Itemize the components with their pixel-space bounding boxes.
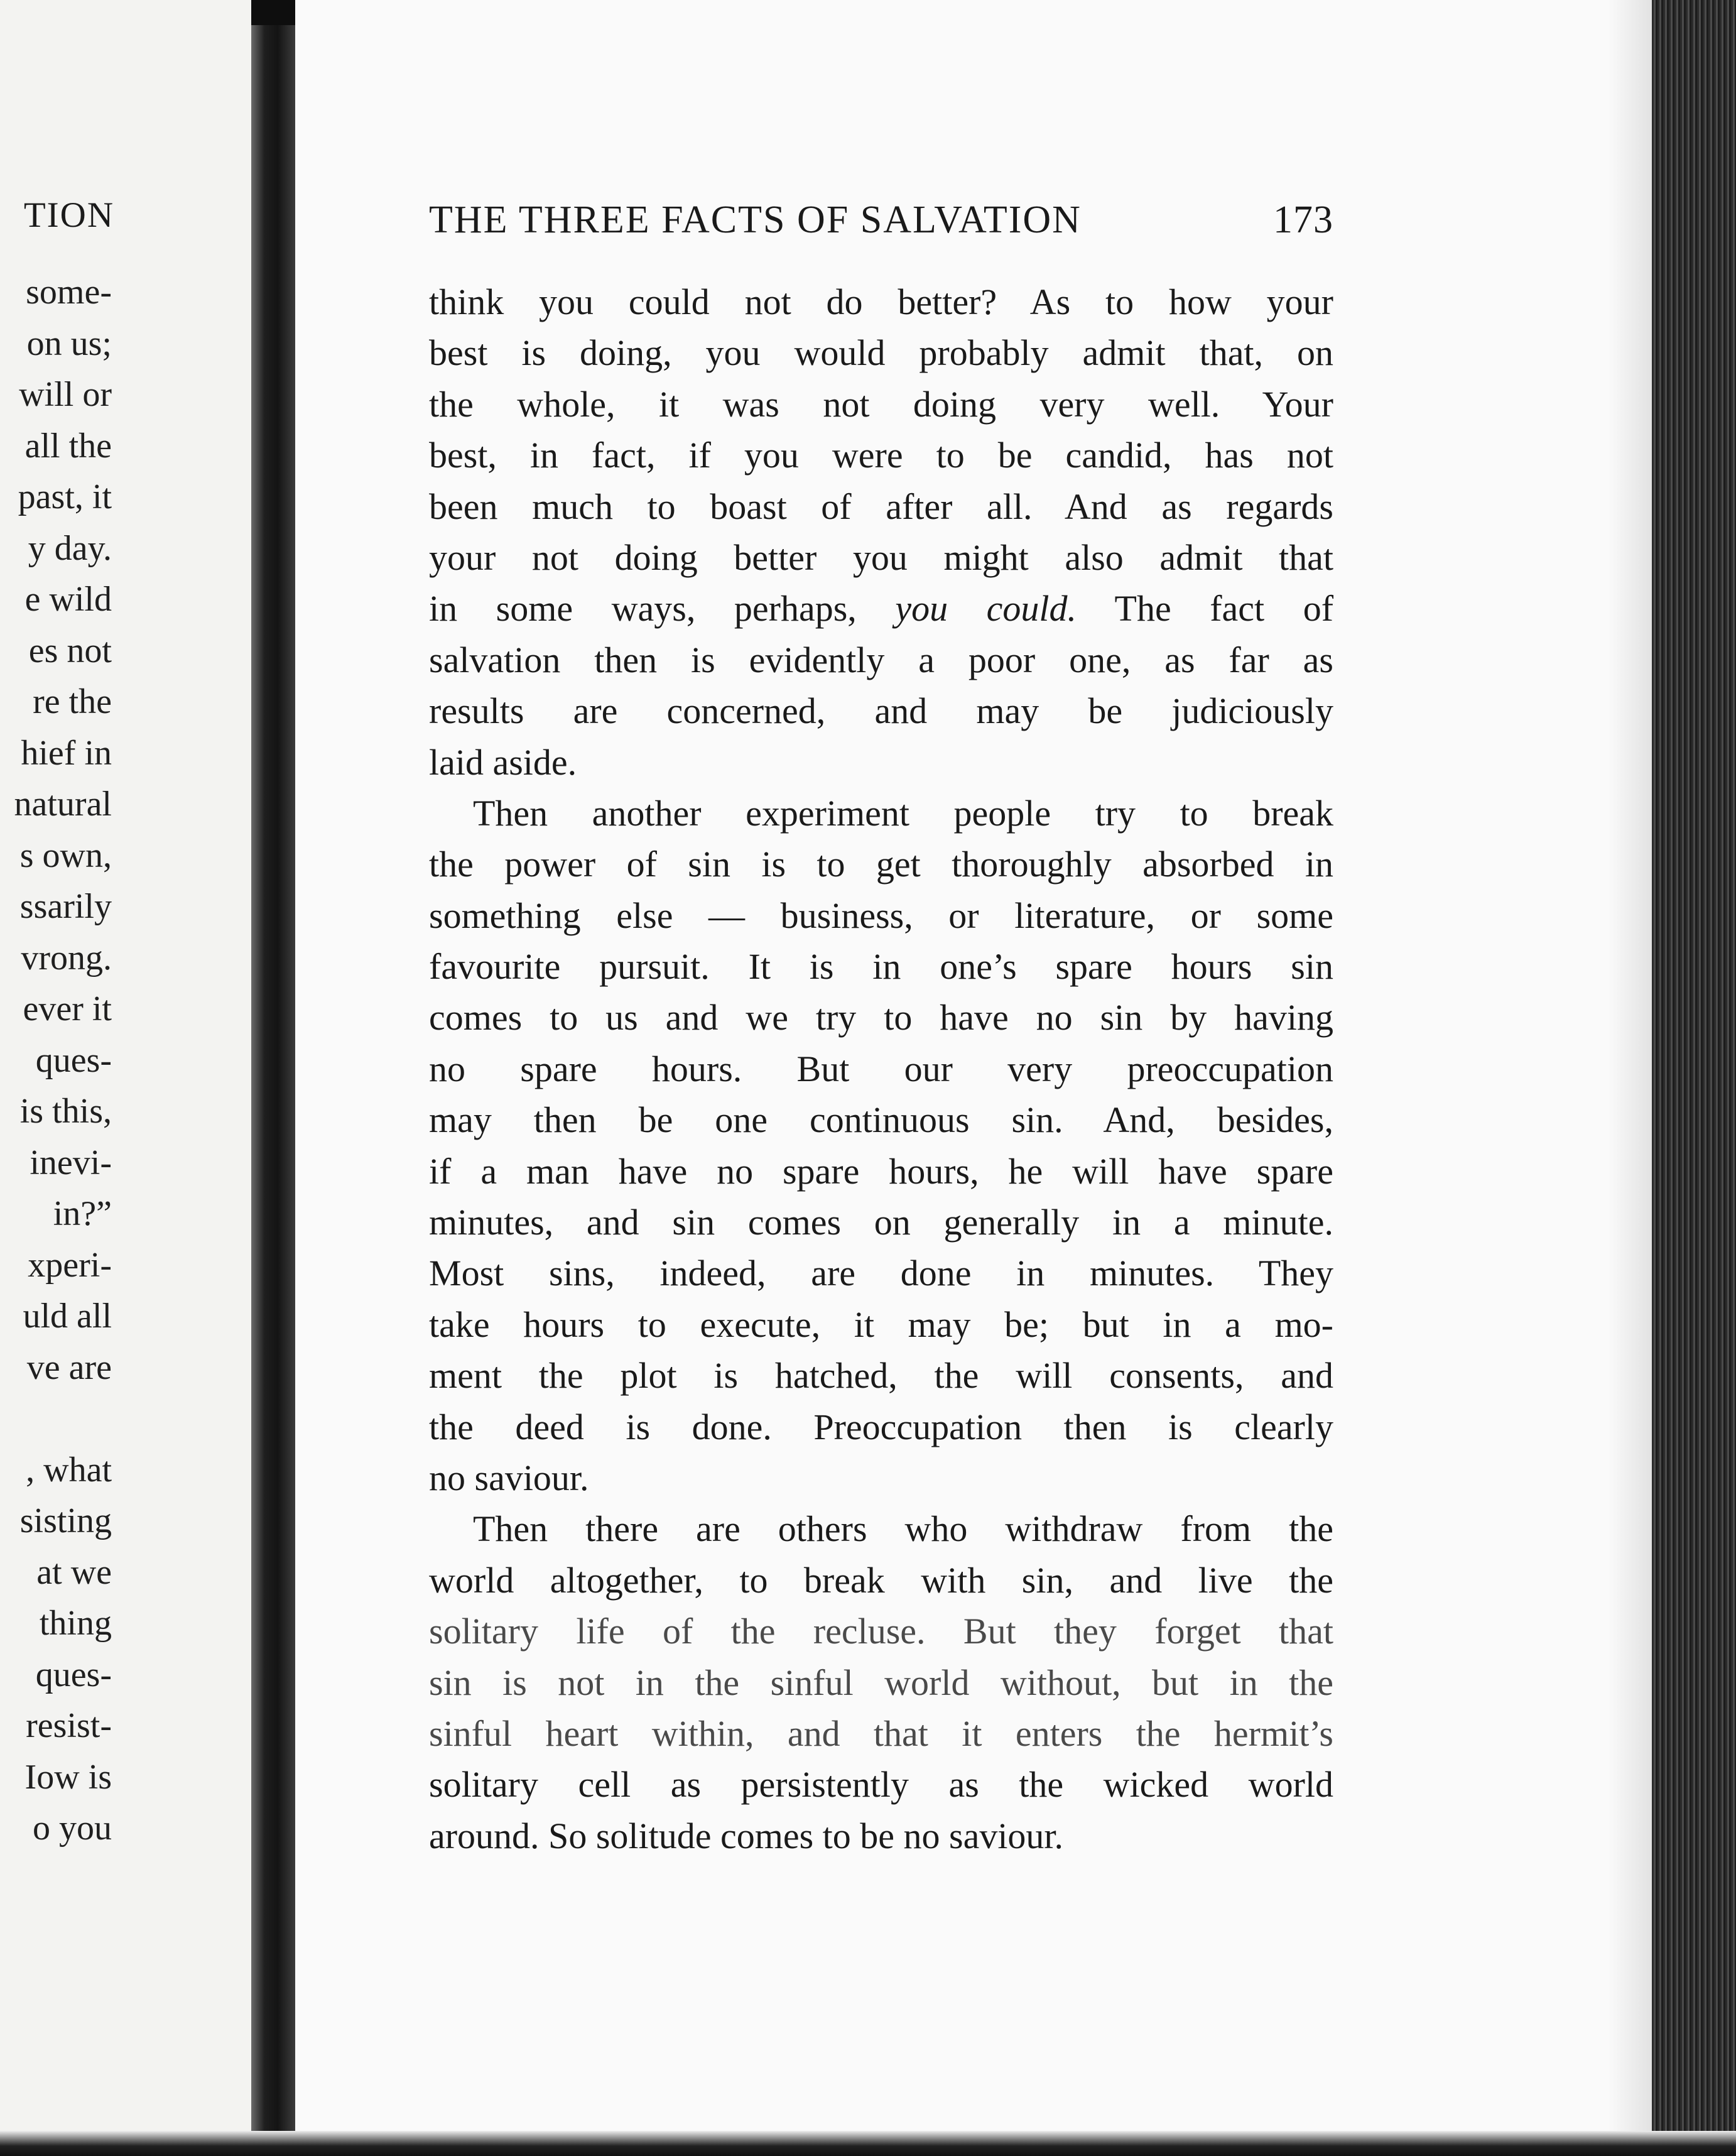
running-head-title: THE THREE FACTS OF SALVATION: [429, 199, 1082, 241]
left-line: on us;: [26, 324, 112, 363]
text-line: around. So solitude comes to be no saviour.: [429, 1815, 1064, 1856]
left-line: thing: [39, 1604, 112, 1643]
left-page: [0, 0, 251, 2156]
book-page-edges: [1652, 0, 1736, 2156]
text-line: sinful heart within, and that it enters the hermit’s: [429, 1712, 1333, 1754]
left-line: past, it: [18, 477, 112, 516]
left-line: sisting: [19, 1501, 112, 1540]
text-line: comes to us and we try to have no sin by having: [429, 997, 1333, 1038]
left-running-head-fragment: TION: [23, 195, 114, 235]
left-line: xperi-: [28, 1245, 112, 1285]
text-line: salvation then is evidently a poor one, as far as: [429, 639, 1333, 680]
left-line: natural: [14, 785, 112, 824]
emphasis: you could.: [895, 588, 1077, 629]
text-line: think you could not do better? As to how your: [429, 281, 1333, 322]
left-line: ques-: [35, 1655, 112, 1694]
left-page-text: [14, 267, 112, 1854]
left-line-gap: [14, 1393, 112, 1445]
text-line: the deed is done. Preoccupation then is clearly: [429, 1406, 1333, 1447]
text-line: take hours to execute, it may be; but in a mo-: [429, 1304, 1333, 1345]
text-line: laid aside.: [429, 741, 577, 783]
book-gutter-top: [251, 0, 295, 25]
text-line: Most sins, indeed, are done in minutes. They: [429, 1253, 1333, 1294]
left-line: in?”: [53, 1194, 112, 1233]
text-line: solitary cell as persistently as the wicked world: [429, 1764, 1333, 1805]
page-number: 173: [1273, 199, 1333, 241]
left-line: will or: [19, 375, 112, 414]
text-line: may then be one continuous sin. And, besides,: [429, 1099, 1333, 1141]
body-text: [429, 276, 1333, 1861]
left-line: some-: [26, 273, 112, 312]
text-line: minutes, and sin comes on generally in a minute.: [429, 1202, 1333, 1243]
left-line: ques-: [35, 1040, 112, 1080]
text-line: ment the plot is hatched, the will consents, and: [429, 1355, 1333, 1396]
text-line: results are concerned, and may be judiciously: [429, 690, 1333, 732]
page-edge-shadow: [1608, 0, 1652, 2156]
text-line: favourite pursuit. It is in one’s spare hours sin: [429, 946, 1333, 988]
text-line: been much to boast of after all. And as regards: [429, 486, 1333, 527]
left-line: es not: [28, 631, 112, 670]
left-line: y day.: [28, 528, 112, 568]
left-line: at we: [36, 1552, 112, 1592]
left-line: ve are: [26, 1348, 112, 1387]
left-line: all the: [24, 426, 112, 466]
text-segment: The fact of: [1114, 588, 1334, 629]
text-line: no saviour.: [429, 1457, 589, 1498]
left-line: e wild: [24, 580, 112, 619]
paragraph-start: Then there are others who withdraw from the: [473, 1508, 1333, 1550]
left-line: , what: [26, 1450, 112, 1489]
text-segment: in some ways, perhaps,: [429, 588, 857, 629]
text-line: something else — business, or literature, or some: [429, 895, 1333, 936]
left-line: hief in: [21, 733, 112, 773]
left-line: o you: [33, 1809, 112, 1848]
text-line: [429, 583, 1333, 634]
left-line: ssarily: [19, 887, 112, 926]
text-line: best is doing, you would probably admit that, on: [429, 332, 1333, 374]
left-line: vrong.: [21, 938, 112, 977]
text-line: if a man have no spare hours, he will have spare: [429, 1150, 1333, 1192]
book-gutter: [251, 0, 295, 2156]
text-line: world altogether, to break with sin, and live the: [429, 1559, 1333, 1601]
left-line: inevi-: [30, 1143, 112, 1182]
text-line: solitary life of the recluse. But they forget that: [429, 1611, 1333, 1652]
text-line: your not doing better you might also admit that: [429, 536, 1333, 578]
text-line: the whole, it was not doing very well. Your: [429, 383, 1333, 425]
left-line: s own,: [19, 836, 112, 875]
text-line: best, in fact, if you were to be candid, has not: [429, 435, 1333, 476]
text-line: the power of sin is to get thoroughly absorbed in: [429, 844, 1333, 885]
left-line: re the: [33, 682, 112, 721]
paragraph-start: Then another experiment people try to break: [473, 792, 1333, 834]
scan-bottom-edge: [0, 2131, 1736, 2156]
left-line: resist-: [26, 1706, 112, 1745]
running-head: [429, 198, 1333, 248]
left-line: is this,: [19, 1092, 112, 1131]
left-line: uld all: [23, 1297, 112, 1336]
text-line: sin is not in the sinful world without, but in the: [429, 1662, 1333, 1703]
text-line: no spare hours. But our very preoccupation: [429, 1048, 1333, 1089]
left-line: ever it: [23, 989, 112, 1028]
left-line: Iow is: [24, 1757, 112, 1797]
